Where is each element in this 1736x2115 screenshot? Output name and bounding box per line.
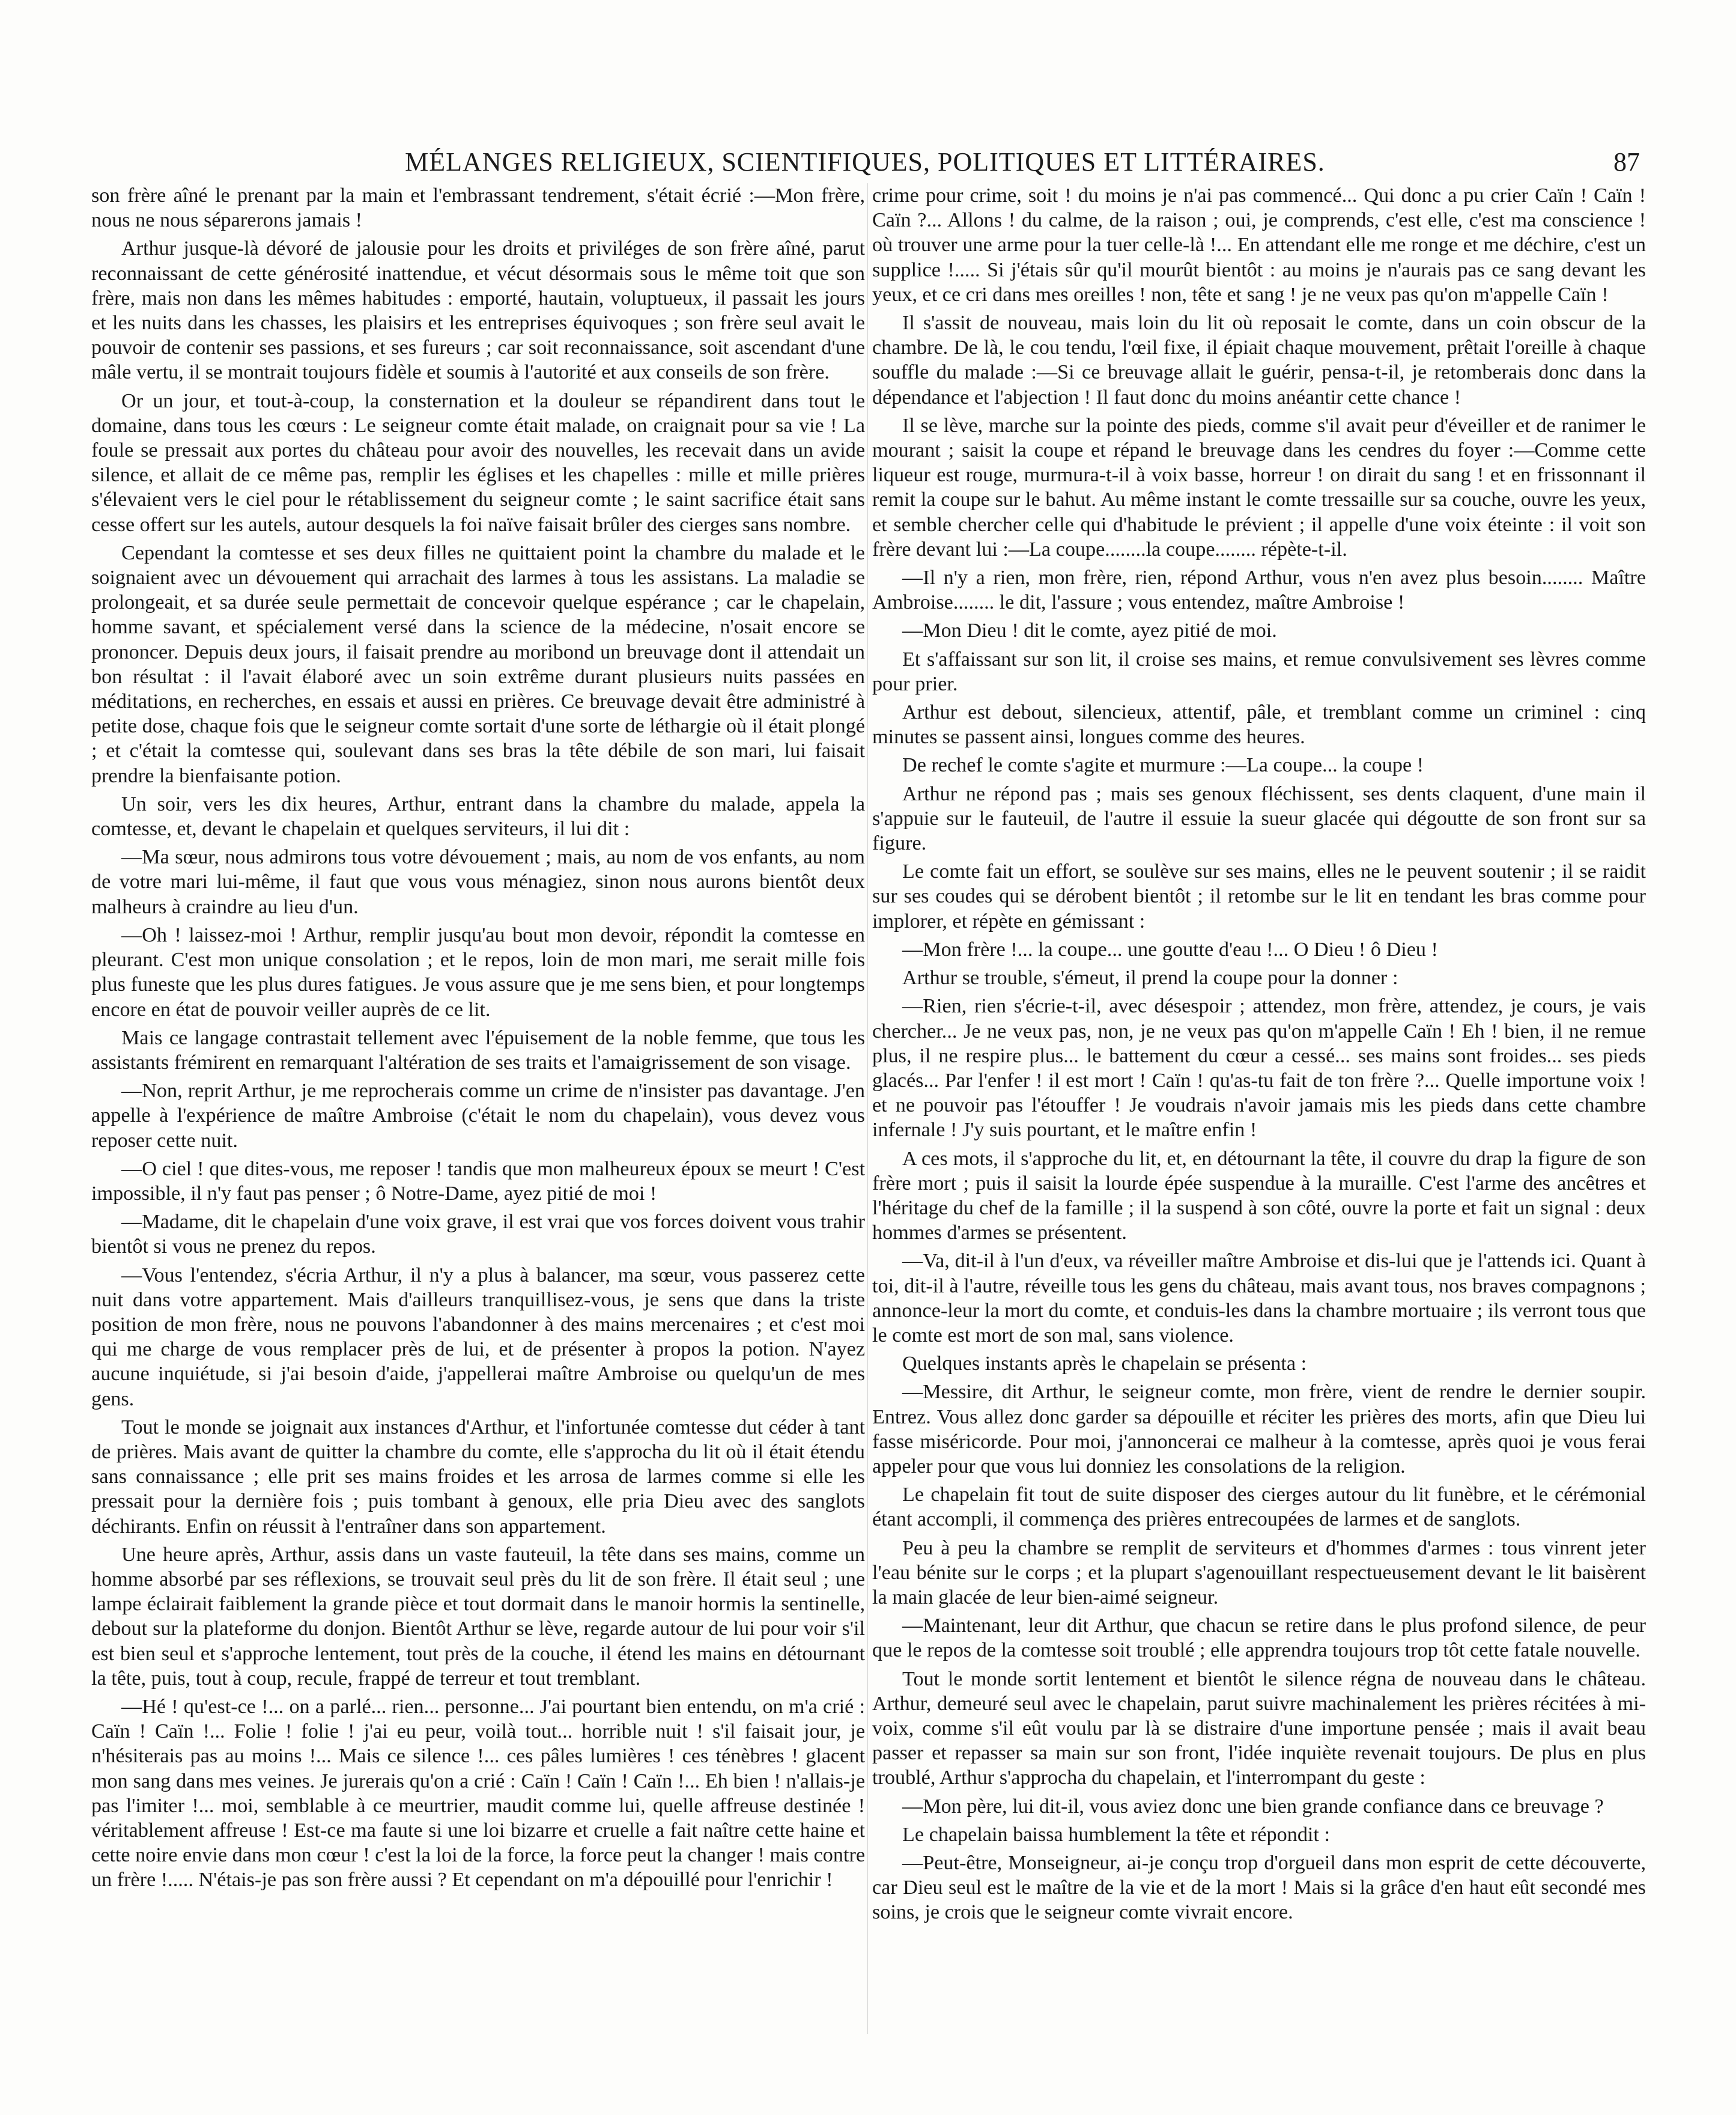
paragraph: —Mon frère !... la coupe... une goutte d'eau !... O Dieu ! ô Dieu ! [902,938,1438,961]
paragraph: Un soir, vers les dix heures, Arthur, entrant dans la chambre du malade, appela la comtesse, et, devant le chapelain et quelques serviteurs, il lui dit : [91,793,865,841]
paragraph: Il s'assit de nouveau, mais loin du lit où reposait le comte, dans un coin obscur de la chambre. De là, le cou tendu, l'œil fixe, il épiait chaque mouvement, prêtait l'oreille à chaque souffle du malade :—Si ce breuvage allait le guérir, pensa-t-il, je retomberais donc dans la dépendance et l'abjection ! Il faut donc du moins anéantir cette chance ! [872,312,1646,409]
paragraph: —Va, dit-il à l'un d'eux, va réveiller maître Ambroise et dis-lui que je l'attends ici. Quant à toi, dit-il à l'autre, réveille tous les gens du château, mais avant tous, nos braves compagnons ; annonce-leur la mort du comte, et conduis-les dans la chambre mortuaire ; ils verront tous que le comte est mort de son mal, sans violence. [872,1250,1646,1347]
paragraph: Il se lève, marche sur la pointe des pieds, comme s'il avait peur d'éveiller et de ranimer le mourant ; saisit la coupe et répand le breuvage dans les cendres du foyer :—Comme cette liqueur est rouge, murmura-t-il à voix basse, horreur ! on dirait du sang ! et en frissonnant il remit la coupe sur le bahut. Au même instant le comte tressaille sur sa couche, ouvre les yeux, et semble chercher celle qui d'habitude le prévient ; il appelle d'une voix éteinte : il voit son frère devant lui :—La coupe........la coupe........ répète-t-il. [872,414,1646,561]
paragraph: Arthur est debout, silencieux, attentif, pâle, et tremblant comme un criminel : cinq minutes se passent ainsi, longues comme des heures. [872,701,1646,749]
paragraph: Une heure après, Arthur, assis dans un vaste fauteuil, la tête dans ses mains, comme un homme absorbé par ses réflexions, se trouvait seul près du lit de son frère. Il était seul ; une lampe éclairait faiblement la grande pièce et tout dormait dans le manoir hormis la sentinelle, debout sur la plateforme du donjon. Bientôt Arthur se lève, regarde autour de lui pour voir s'il est bien seul et s'approche lentement, tout près de la couche, il étend les mains en détournant la tête, puis, tout à coup, recule, frappé de terreur et tout tremblant. [91,1543,865,1690]
paragraph: crime pour crime, soit ! du moins je n'ai pas commencé... Qui donc a pu crier Caïn ! Caïn ! Caïn ?... Allons ! du calme, de la raison ; oui, je comprends, c'est elle, c'est ma conscience ! où trouver une arme pour la tuer celle-là !... En attendant elle me ronge et me déchire, c'est un supplice !..... Si j'étais sûr qu'il mourût bientôt : au moins je n'aurais pas ce sang devant les yeux, et ce cri dans mes oreilles ! non, tête et sang ! je ne veux pas qu'on m'appelle Caïn ! [872,184,1646,306]
running-title: MÉLANGES RELIGIEUX, SCIENTIFIQUES, POLITIQUES ET LITTÉRAIRES. [405,147,1325,177]
paragraph: —Rien, rien s'écrie-t-il, avec désespoir ; attendez, mon frère, attendez, je cours, je vais chercher... Je ne veux pas, non, je ne veux pas qu'on m'appelle Caïn ! Eh ! bien, il ne remue plus, il ne respire plus... le battement du cœur a cessé... ses mains sont froides... ses pieds glacés... Par l'enfer ! il est mort ! Caïn ! qu'as-tu fait de ton frère ?... Quelle importune voix ! et ne pouvoir pas l'étouffer ! Je voudrais n'avoir jamais mis les pieds dans cette chambre infernale ! J'y suis pourtant, et le maître enfin ! [872,995,1646,1142]
paragraph: —Il n'y a rien, mon frère, rien, répond Arthur, vous n'en avez plus besoin........ Maître Ambroise........ le dit, l'assure ; vous entendez, maître Ambroise ! [872,567,1646,614]
paragraph: —Mon père, lui dit-il, vous aviez donc une bien grande confiance dans ce breuvage ? [902,1795,1604,1818]
paragraph: Tout le monde se joignait aux instances d'Arthur, et l'infortunée comtesse dut céder à tant de prières. Mais avant de quitter la chambre du comte, elle s'approcha du lit où il était étendu sans connaissance ; elle prit ses mains froides et les arrosa de larmes comme si elle les pressait pour la dernière fois ; puis tombant à genoux, elle pria Dieu avec des sanglots déchirants. Enfin on réussit à l'entraîner dans son appartement. [91,1416,865,1538]
running-head [90,144,1640,180]
paragraph: —Hé ! qu'est-ce !... on a parlé... rien... personne... J'ai pourtant bien entendu, on m'a crié : Caïn ! Caïn !... Folie ! folie ! j'ai eu peur, voilà tout... horrible nuit ! s'il faisait jour, je n'hésiterais pas au moins !... Mais ce silence !... ces pâles lumières ! ces ténèbres ! glacent mon sang dans mes veines. Je jurerais qu'on a crié : Caïn ! Caïn ! Caïn !... Eh bien ! n'allais-je pas l'imiter !... moi, semblable à ce meurtrier, maudit comme lui, quelle affreuse destinée ! véritablement affreuse ! Est-ce ma faute si une loi bizarre et cruelle a fait naître cette haine et cette noire envie dans mon cœur ! c'est la loi de la force, la force peut la changer ! mais contre un frère !..... N'étais-je pas son frère aussi ? Et cependant on m'a dépouillé pour l'enrichir ! [91,1695,865,1891]
paragraph: Le chapelain baissa humblement la tête et répondit : [902,1823,1330,1846]
paragraph: —Mon Dieu ! dit le comte, ayez pitié de moi. [902,619,1277,642]
paragraph: Quelques instants après le chapelain se présenta : [902,1353,1307,1375]
paragraph: Peu à peu la chambre se remplit de serviteurs et d'hommes d'armes : tous vinrent jeter l'eau bénite sur le corps ; et la plupart s'agenouillant respectueusement devant le lit baisèrent la main glacée de leur bien-aimé seigneur. [872,1536,1646,1608]
paragraph: son frère aîné le prenant par la main et l'embrassant tendrement, s'était écrié :—Mon frère, nous ne nous séparerons jamais ! [91,184,865,232]
paragraph: —Madame, dit le chapelain d'une voix grave, il est vrai que vos forces doivent vous trahir bientôt si vous ne prenez du repos. [91,1211,865,1258]
paragraph: Le chapelain fit tout de suite disposer des cierges autour du lit funèbre, et le cérémonial étant accompli, il commença des prières entrecoupées de larmes et de sanglots. [872,1484,1646,1531]
paragraph: A ces mots, il s'approche du lit, et, en détournant la tête, il couvre du drap la figure de son frère mort ; puis il saisit la lourde épée suspendue à la muraille. C'est l'arme des ancêtres et l'héritage du chef de la famille ; il la suspend à son côté, ouvre la porte et fait un signal : deux hommes d'armes se présentent. [872,1147,1646,1244]
paragraph: Mais ce langage contrastait tellement avec l'épuisement de la noble femme, que tous les assistants frémirent en remarquant l'altération de ses traits et l'amaigrissement de son visage. [91,1026,865,1074]
paragraph: —Oh ! laissez-moi ! Arthur, remplir jusqu'au bout mon devoir, répondit la comtesse en pleurant. C'est mon unique consolation ; et le repos, loin de mon mari, me serait mille fois plus funeste que les plus dures fatigues. Je vous assure que je me sens bien, et pour longtemps encore en état de pouvoir veiller auprès de ce lit. [91,924,865,1021]
paragraph: Cependant la comtesse et ses deux filles ne quittaient point la chambre du malade et le soignaient avec un dévouement qui arrachait des larmes à tous les assistans. La maladie se prolongeait, et sa durée seule permettait de concevoir quelque espérance ; car le chapelain, homme savant, et spécialement versé dans la science de la médecine, n'osait encore se prononcer. Depuis deux jours, il faisait prendre au moribond un breuvage dont il attendait un bon résultat : il l'avait élaboré avec un soin extrême durant plusieurs nuits passées en méditations, en recherches, en essais et aussi en prières. Ce breuvage devait être administré à petite dose, chaque fois que le seigneur comte sortait d'une sorte de léthargie où il était plongé ; et c'était la comtesse qui, soulevant dans ses bras la tête débile de son mari, lui faisait prendre la bienfaisante potion. [91,541,865,787]
paragraph: —Non, reprit Arthur, je me reprocherais comme un crime de n'insister pas davantage. J'en appelle à l'expérience de maître Ambroise (c'était le nom du chapelain), vous devez vous reposer cette nuit. [91,1080,865,1152]
paragraph: Arthur ne répond pas ; mais ses genoux fléchissent, ses dents claquent, d'une main il s'appuie sur le fauteuil, de l'autre il essuie la sueur glacée qui dégoutte de son front sur sa figure. [872,782,1646,855]
paragraph: —O ciel ! que dites-vous, me reposer ! tandis que mon malheureux époux se meurt ! C'est impossible, il n'y faut pas penser ; ô Notre-Dame, ayez pitié de moi ! [91,1157,865,1205]
paragraph: —Maintenant, leur dit Arthur, que chacun se retire dans le plus profond silence, de peur que le repos de la comtesse soit troublé ; elle apprendra toujours trop tôt cette fatale nouvelle. [872,1614,1646,1662]
left-column [91,183,865,2076]
right-column [872,183,1646,2076]
paragraph: Tout le monde sortit lentement et bientôt le silence régna de nouveau dans le château. Arthur, demeuré seul avec le chapelain, parut suivre machinalement les prières récitées à mi-voix, comme s'il eût voulu par là se distraire d'une importune pensée ; mais il avait beau passer et repasser sa main sur son front, l'idée inquiète revenait toujours. De plus en plus troublé, Arthur s'approcha du chapelain, et l'interrompant du geste : [872,1667,1646,1789]
page-number: 87 [1613,147,1640,177]
paragraph: Le comte fait un effort, se soulève sur ses mains, elles ne le peuvent soutenir ; il se raidit sur ses coudes qui se dérobent bientôt ; il retombe sur le lit en tendant les bras comme pour implorer, et répète en gémissant : [872,860,1646,933]
paragraph: Arthur jusque-là dévoré de jalousie pour les droits et priviléges de son frère aîné, parut reconnaissant de cette générosité inattendue, et vécut désormais sous le même toit que son frère, mais non dans les mêmes habitudes : emporté, hautain, voluptueux, il passait les jours et les nuits dans les chasses, les plaisirs et les entreprises équivoques ; son frère seul avait le pouvoir de contenir ses passions, et ses fureurs ; car soit reconnaissance, soit ascendant d'une mâle vertu, il se montrait toujours fidèle et soumis à l'autorité et aux conseils de son frère. [91,237,865,384]
paragraph: —Ma sœur, nous admirons tous votre dévouement ; mais, au nom de vos enfants, au nom de votre mari lui-même, il faut que vous vous ménagiez, sinon nous aurons bientôt deux malheurs à craindre au lieu d'un. [91,846,865,918]
paragraph: —Messire, dit Arthur, le seigneur comte, mon frère, vient de rendre le dernier soupir. Entrez. Vous allez donc garder sa dépouille et réciter les prières des morts, afin que Dieu lui fasse miséricorde. Pour moi, j'annoncerai ce malheur à la comtesse, après quoi je vous ferai appeler pour que vous lui donniez les consolations de la religion. [872,1381,1646,1477]
paragraph: —Peut-être, Monseigneur, ai-je conçu trop d'orgueil dans mon esprit de cette découverte, car Dieu seul est le maître de la vie et de la mort ! Mais si la grâce d'en haut eût secondé mes soins, je crois que le seigneur comte vivrait encore. [872,1852,1646,1924]
paragraph: Or un jour, et tout-à-coup, la consternation et la douleur se répandirent dans tout le domaine, dans tous les cœurs : Le seigneur comte était malade, on craignait pour sa vie ! La foule se pressait aux portes du château pour avoir des nouvelles, les recevait dans un avide silence, et allait de ce même pas, remplir les églises et les chapelles : mille et mille prières s'élevaient vers le ciel pour le rétablissement du seigneur comte ; le saint sacrifice était sans cesse offert sur les autels, autour desquels la foi naïve faisait brûler des cierges sans nombre. [91,389,865,536]
paragraph: Arthur se trouble, s'émeut, il prend la coupe pour la donner : [902,967,1398,990]
paragraph: De rechef le comte s'agite et murmure :—La coupe... la coupe ! [902,754,1424,777]
paragraph: —Vous l'entendez, s'écria Arthur, il n'y a plus à balancer, ma sœur, vous passerez cette nuit dans votre appartement. Mais d'ailleurs tranquillisez-vous, je sens que dans la triste position de mon frère, nous ne pouvons l'abandonner à des mains mercenaires ; et c'est moi qui me charge de vous remplacer près de lui, et de présenter à propos la potion. N'ayez aucune inquiétude, si j'ai besoin d'aide, j'appellerai maître Ambroise ou quelqu'un de mes gens. [91,1264,865,1410]
paragraph: Et s'affaissant sur son lit, il croise ses mains, et remue convulsivement ses lèvres comme pour prier. [872,648,1646,695]
